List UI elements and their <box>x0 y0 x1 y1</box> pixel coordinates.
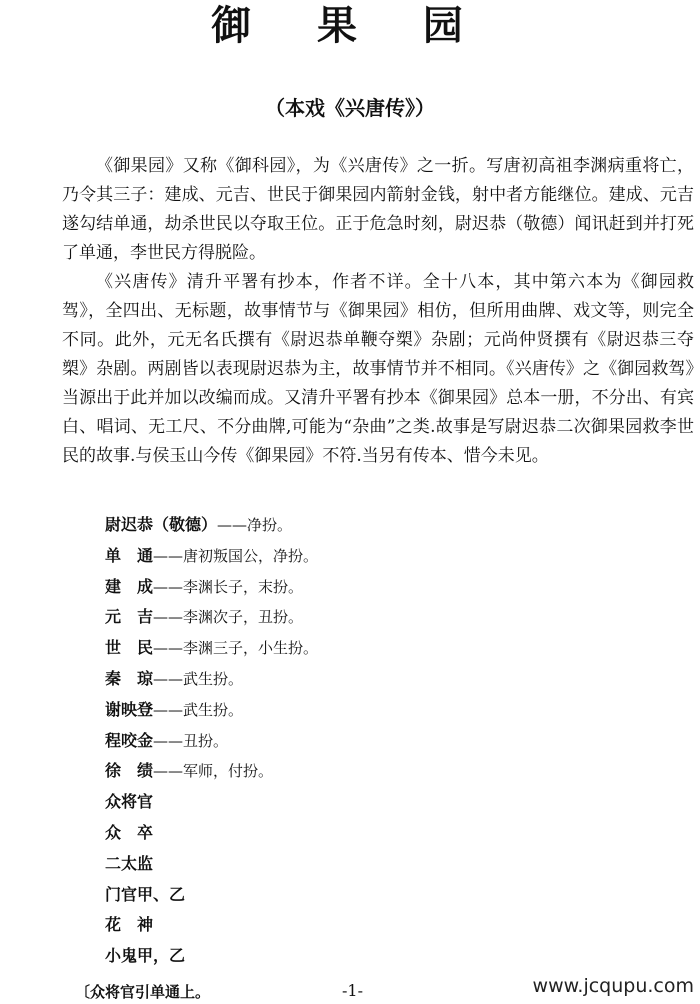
role-name: 元 吉 <box>105 607 154 627</box>
cast-item <box>105 695 505 726</box>
role-name: 程咬金 <box>105 730 154 750</box>
role-desc: ——武生扮。 <box>153 700 244 719</box>
cast-item <box>105 664 505 695</box>
role-desc: ——武生扮。 <box>153 669 244 688</box>
cast-item <box>105 941 505 972</box>
role-name: 小鬼甲，乙 <box>105 946 186 966</box>
role-name: 秦 琼 <box>105 668 154 688</box>
role-desc: ——净扮。 <box>217 516 293 534</box>
watermark: www.jcqupu.com <box>532 975 694 997</box>
cast-item <box>105 572 505 603</box>
role-name: 建 成 <box>105 576 154 596</box>
cast-item <box>105 602 505 633</box>
role-name: 徐 绩 <box>105 761 154 781</box>
cast-item <box>105 787 505 818</box>
cast-item <box>105 510 505 541</box>
role-name: 门官甲、乙 <box>105 884 186 904</box>
cast-item <box>105 910 505 941</box>
role-name: 众将官 <box>105 792 154 812</box>
role-desc: ——唐初叛国公，净扮。 <box>153 546 319 565</box>
stage-direction: 〔众将官引单通上。 <box>75 983 211 1001</box>
intro-text <box>62 152 694 471</box>
role-name: 二太监 <box>105 853 154 873</box>
cast-item <box>105 818 505 849</box>
cast-item <box>105 541 505 572</box>
cast-item <box>105 726 505 757</box>
role-name: 世 民 <box>105 638 154 658</box>
role-name: 谢映登 <box>105 699 154 719</box>
page-title: 御 果 园 <box>211 3 489 49</box>
page-number: -1- <box>342 981 363 1000</box>
role-desc: ——李渊三子，小生扮。 <box>153 639 319 658</box>
intro-paragraph: 《御果园》又称《御科园》，为《兴唐传》之一折。写唐初高祖李渊病重将亡，乃令其三子：建成、元吉、世民于御果园内箭射金钱，射中者方能继位。建成、元吉遂勾结单通，劫杀世民以夺取王位。正于危急时刻，尉迟恭（敬德）闻讯赶到并打死了单通，李世民方得脱险。 <box>62 156 694 263</box>
role-name: 众 卒 <box>105 822 154 842</box>
intro-paragraph: 《兴唐传》清升平署有抄本，作者不详。全十八本，其中第六本为《御园救驾》，全四出、无标题，故事情节与《御果园》相仿，但所用曲牌、戏文等，则完全不同。此外，元无名氏撰有《尉迟恭单鞭夺槊》杂剧；元尚仲贤撰有《尉迟恭三夺槊》杂剧。两剧皆以表现尉迟恭为主，故事情节并不相同。《兴唐传》之《御园救驾》当源出于此并加以改编而成。又清升平署有抄本《御果园》总本一册，不分出、有宾白、唱词、无工尺、不分曲牌,可能为“杂曲”之类.故事是写尉迟恭二次御果园救李世民的故事.与侯玉山今传《御果园》不符.当另有传本、惜今未见。 <box>62 272 694 466</box>
cast-item <box>105 756 505 787</box>
role-desc: ——军师，付扮。 <box>153 762 274 781</box>
cast-list <box>105 510 505 972</box>
role-name: 单 通 <box>105 545 154 565</box>
cast-item <box>105 849 505 880</box>
role-desc: ——李渊长子，末扮。 <box>153 577 304 596</box>
cast-item <box>105 633 505 664</box>
role-desc: ——李渊次子，丑扮。 <box>153 608 304 627</box>
cast-item <box>105 880 505 911</box>
role-name: 尉迟恭（敬德） <box>105 515 218 534</box>
page-subtitle: （本戏《兴唐传》） <box>265 96 435 120</box>
role-desc: ——丑扮。 <box>153 731 229 750</box>
role-name: 花 神 <box>105 915 154 935</box>
